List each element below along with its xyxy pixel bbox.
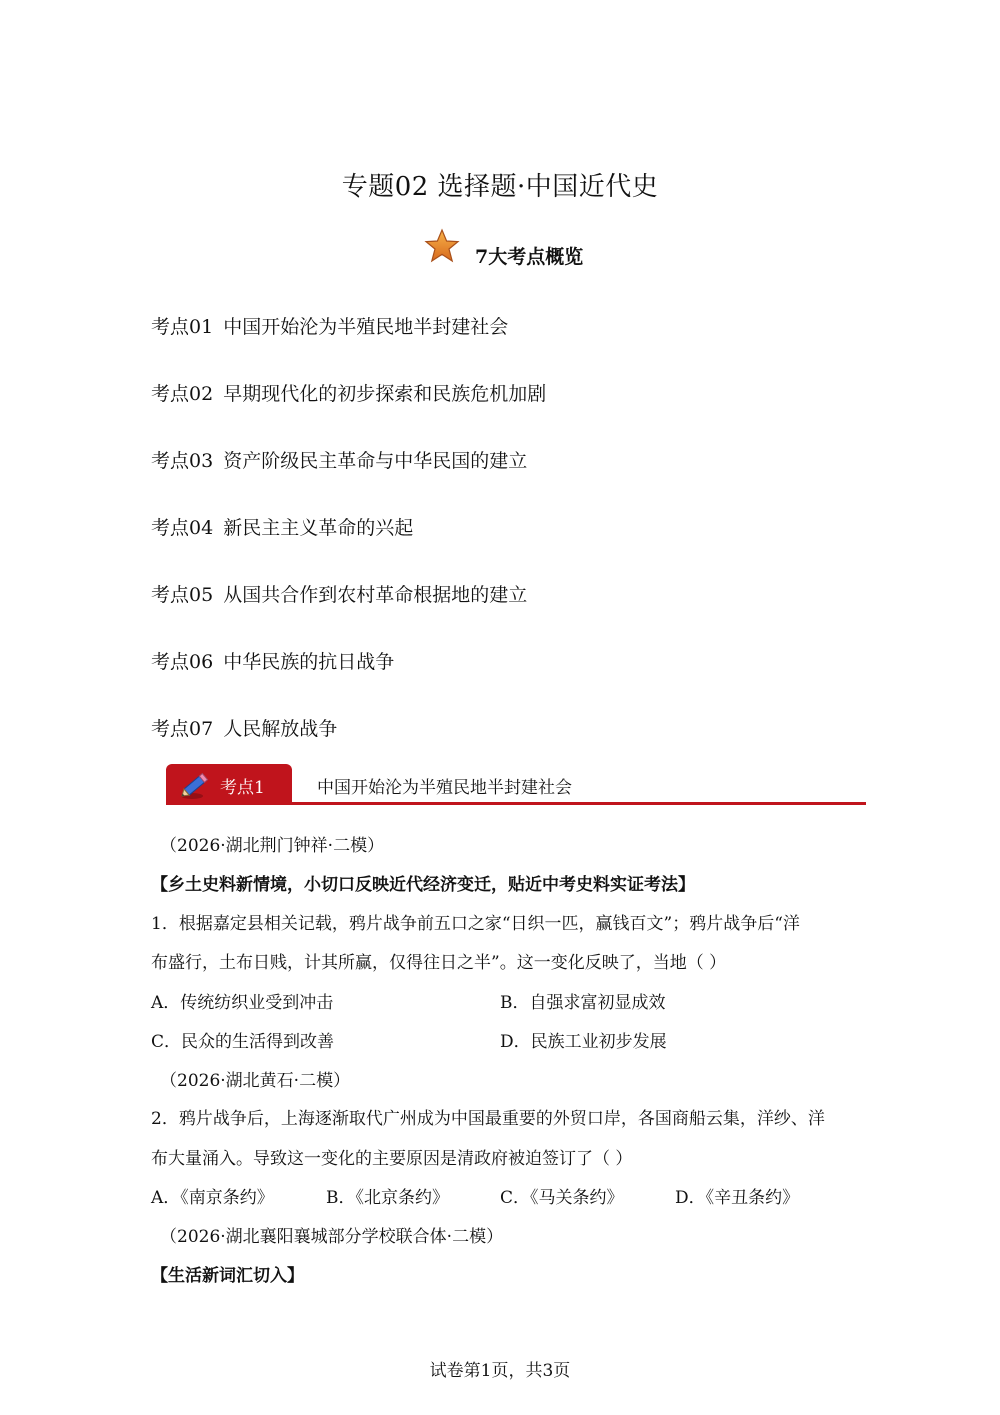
answer-option: A．《南京条约》 (151, 1188, 274, 1208)
kaodian-number: 考点02 (151, 383, 214, 405)
kaodian-text: 早期现代化的初步探索和民族危机加剧 (223, 383, 547, 405)
kaodian-item (151, 714, 337, 741)
kaodian-text: 资产阶级民主革命与中华民国的建立 (223, 450, 528, 472)
kaodian-text: 人民解放战争 (223, 718, 338, 740)
question-source: （2026·湖北襄阳襄城部分学校联合体·二模） (160, 1227, 504, 1247)
kaodian-item (151, 379, 546, 406)
kaodian-number: 考点06 (151, 651, 214, 673)
star-icon (424, 228, 460, 264)
overview-heading (424, 228, 624, 268)
question-tag: 【生活新词汇切入】 (151, 1266, 304, 1286)
question-stem-line: 布盛行，土布日贱，计其所赢，仅得往日之半”。这一变化反映了，当地（ ） (151, 953, 727, 973)
kaodian-number: 考点04 (151, 517, 214, 539)
question-source: （2026·湖北黄石·二模） (160, 1071, 351, 1091)
section-title: 中国开始沦为半殖民地半封建社会 (317, 778, 572, 798)
section-underline (166, 802, 866, 805)
answer-option: D．《辛丑条约》 (675, 1188, 800, 1208)
kaodian-item (151, 513, 413, 540)
page-title: 专题02 选择题·中国近代史 (341, 172, 659, 202)
kaodian-text: 中国开始沦为半殖民地半封建社会 (223, 316, 509, 338)
answer-option: C．《马关条约》 (500, 1188, 624, 1208)
pencil-icon (178, 768, 212, 802)
kaodian-number: 考点07 (151, 718, 214, 740)
answer-option: B．自强求富初显成效 (500, 993, 666, 1013)
kaodian-text: 新民主主义革命的兴起 (223, 517, 414, 539)
answer-option: C．民众的生活得到改善 (151, 1032, 335, 1052)
answer-option: D．民族工业初步发展 (500, 1032, 667, 1052)
section-tab-label: 考点1 (220, 778, 265, 798)
question-tag: 【乡土史料新情境，小切口反映近代经济变迁，贴近中考史料实证考法】 (151, 875, 695, 895)
kaodian-text: 从国共合作到农村革命根据地的建立 (223, 584, 528, 606)
question-stem-line: 2．鸦片战争后，上海逐渐取代广州成为中国最重要的外贸口岸，各国商船云集，洋纱、洋 (151, 1109, 825, 1129)
section-header (166, 764, 866, 806)
question-stem-line: 1．根据嘉定县相关记载，鸦片战争前五口之家“日织一匹，赢钱百文”；鸦片战争后“洋 (151, 914, 800, 934)
kaodian-number: 考点01 (151, 316, 214, 338)
overview-label: 7大考点概览 (475, 246, 584, 268)
page-footer: 试卷第1页，共3页 (429, 1361, 571, 1381)
kaodian-number: 考点05 (151, 584, 214, 606)
kaodian-item (151, 312, 508, 339)
question-source: （2026·湖北荆门钟祥·二模） (160, 836, 385, 856)
kaodian-item (151, 580, 527, 607)
question-stem-line: 布大量涌入。导致这一变化的主要原因是清政府被迫签订了（ ） (151, 1149, 633, 1169)
kaodian-number: 考点03 (151, 450, 214, 472)
kaodian-text: 中华民族的抗日战争 (223, 651, 395, 673)
answer-option: A．传统纺织业受到冲击 (151, 993, 334, 1013)
kaodian-item (151, 446, 527, 473)
kaodian-item (151, 647, 394, 674)
answer-option: B．《北京条约》 (326, 1188, 449, 1208)
section-tab (166, 764, 292, 804)
